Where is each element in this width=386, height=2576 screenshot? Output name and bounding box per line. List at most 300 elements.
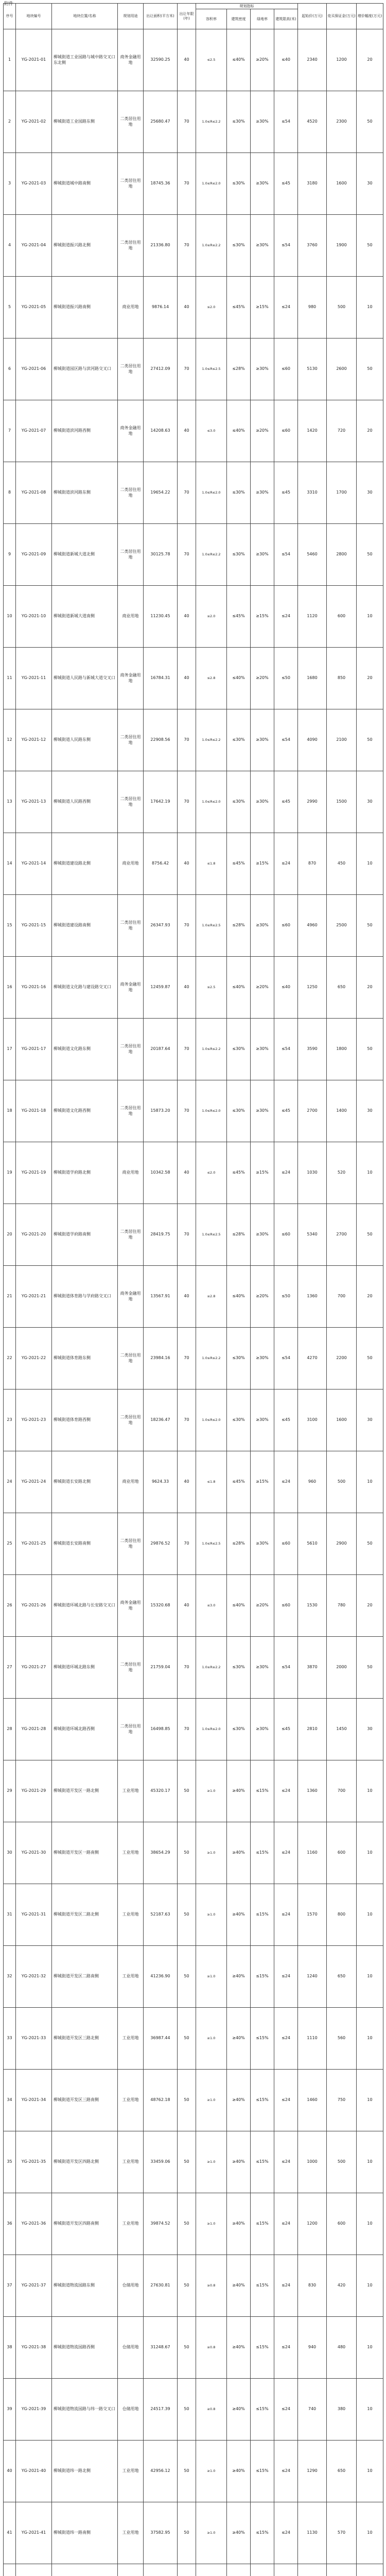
cell-deposit: 780	[327, 1575, 357, 1637]
cell-no: 35	[4, 2131, 16, 2193]
cell-location: 柳城街道工业园路东侧	[52, 91, 118, 153]
table-row	[4, 2070, 383, 2131]
cell-plot-ratio: 1.0≤R≤2.2	[196, 1637, 227, 1699]
cell-height: ≤54	[274, 91, 298, 153]
cell-build-density: ≤30%	[227, 1637, 251, 1699]
cell-area: 45320.17	[144, 1760, 178, 1822]
cell-location: 柳城街道开发区四路北侧	[52, 2131, 118, 2193]
cell-plot-ratio: ≥1.0	[196, 2502, 227, 2564]
header-height: 建筑限高(米)	[274, 9, 298, 29]
cell-build-density: ≤30%	[227, 1699, 251, 1760]
cell-term: 70	[178, 1699, 196, 1760]
cell-no: 33	[4, 2008, 16, 2070]
cell-height: ≤24	[274, 277, 298, 338]
cell-location: 柳城街道环城北路西侧	[52, 1699, 118, 1760]
cell-code: YG-2021-18	[16, 1080, 52, 1142]
cell-area: 33459.06	[144, 2131, 178, 2193]
cell-deposit: 2500	[327, 895, 357, 957]
cell-start-price: 2990	[298, 771, 327, 833]
cell-height: ≤24	[274, 1142, 298, 1204]
cell-location: 柳城街道体育路西侧	[52, 1389, 118, 1451]
cell-area: 9624.33	[144, 1451, 178, 1513]
cell-deposit: 720	[327, 400, 357, 462]
cell-location: 柳城街道体育路与学府路交叉口	[52, 1266, 118, 1328]
cell-area: 24517.39	[144, 2379, 178, 2441]
cell-code: YG-2021-33	[16, 2008, 52, 2070]
table-row	[4, 1637, 383, 1699]
cell-plot-ratio: 1.0≤R≤2.2	[196, 709, 227, 771]
table-row	[4, 91, 383, 153]
cell-term	[178, 2564, 196, 2576]
cell-increment: 10	[357, 2070, 383, 2131]
cell-use: 商务金融用地	[118, 648, 144, 709]
cell-build-density: ≥40%	[227, 1884, 251, 1946]
cell-area: 13567.91	[144, 1266, 178, 1328]
cell-deposit: 1450	[327, 1699, 357, 1760]
header-deposit: 竞买保证金(万元)	[327, 4, 357, 29]
cell-increment: 50	[357, 338, 383, 400]
cell-code: YG-2021-07	[16, 400, 52, 462]
cell-height: ≤24	[274, 833, 298, 895]
cell-increment: 10	[357, 2193, 383, 2255]
cell-green-rate: ≤15%	[251, 1760, 274, 1822]
cell-increment: 30	[357, 1080, 383, 1142]
cell-code: YG-2021-37	[16, 2255, 52, 2317]
cell-height: ≤24	[274, 1946, 298, 2008]
cell-build-density: ≥40%	[227, 1822, 251, 1884]
cell-term: 70	[178, 1328, 196, 1389]
cell-code: YG-2021-24	[16, 1451, 52, 1513]
cell-deposit: 570	[327, 2502, 357, 2564]
cell-green-rate: ≥20%	[251, 29, 274, 91]
cell-term: 50	[178, 1946, 196, 2008]
cell-use: 工业用地	[118, 1760, 144, 1822]
cell-plot-ratio: ≤2.5	[196, 29, 227, 91]
cell-increment: 50	[357, 1637, 383, 1699]
cell-plot-ratio: 1.0≤R≤2.2	[196, 91, 227, 153]
cell-increment: 10	[357, 2008, 383, 2070]
cell-area: 30125.78	[144, 524, 178, 586]
cell-green-rate: ≥20%	[251, 1266, 274, 1328]
cell-height: ≤45	[274, 462, 298, 524]
header-use: 规划用途	[118, 4, 144, 29]
cell-code: YG-2021-04	[16, 215, 52, 277]
cell-area: 14208.63	[144, 400, 178, 462]
cell-deposit	[327, 2564, 357, 2576]
cell-build-density: ≥40%	[227, 2502, 251, 2564]
cell-green-rate: ≤15%	[251, 2379, 274, 2441]
cell-no: 36	[4, 2193, 16, 2255]
cell-use: 商业用地	[118, 1451, 144, 1513]
cell-build-density	[227, 2564, 251, 2576]
cell-increment: 50	[357, 1513, 383, 1575]
cell-use: 商业用地	[118, 1142, 144, 1204]
cell-start-price: 5340	[298, 1204, 327, 1266]
cell-use: 商务金融用地	[118, 29, 144, 91]
cell-term: 40	[178, 1451, 196, 1513]
cell-term: 40	[178, 957, 196, 1019]
cell-start-price: 940	[298, 2317, 327, 2379]
table-row	[4, 1080, 383, 1142]
cell-height: ≤54	[274, 1637, 298, 1699]
header-planning-group: 规划指标	[196, 4, 298, 9]
cell-no: 12	[4, 709, 16, 771]
cell-build-density: ≤45%	[227, 833, 251, 895]
cell-use: 二类居住用地	[118, 1389, 144, 1451]
cell-green-rate: ≥30%	[251, 895, 274, 957]
cell-term: 70	[178, 215, 196, 277]
cell-build-density: ≤45%	[227, 1142, 251, 1204]
table-row	[4, 1513, 383, 1575]
cell-green-rate: ≤15%	[251, 1946, 274, 2008]
cell-increment: 30	[357, 771, 383, 833]
cell-plot-ratio: ≤1.8	[196, 1451, 227, 1513]
cell-increment: 50	[357, 524, 383, 586]
table-row	[4, 1699, 383, 1760]
cell-start-price: 3180	[298, 153, 327, 215]
cell-green-rate: ≤15%	[251, 2193, 274, 2255]
cell-increment: 10	[357, 1760, 383, 1822]
cell-no	[4, 2564, 16, 2576]
cell-use: 二类居住用地	[118, 771, 144, 833]
cell-green-rate: ≤15%	[251, 2502, 274, 2564]
table-row	[4, 462, 383, 524]
cell-green-rate: ≥20%	[251, 1575, 274, 1637]
cell-use: 商务金融用地	[118, 1575, 144, 1637]
cell-height: ≤60	[274, 1575, 298, 1637]
table-row	[4, 895, 383, 957]
cell-height: ≤45	[274, 153, 298, 215]
cell-no: 7	[4, 400, 16, 462]
cell-start-price: 1160	[298, 1822, 327, 1884]
cell-plot-ratio: 1.0≤R≤2.0	[196, 153, 227, 215]
cell-start-price: 1240	[298, 1946, 327, 2008]
cell-term: 50	[178, 1884, 196, 1946]
cell-term: 40	[178, 1266, 196, 1328]
cell-start-price: 830	[298, 2255, 327, 2317]
cell-plot-ratio: ≤2.0	[196, 586, 227, 648]
table-row	[4, 1946, 383, 2008]
table-row	[4, 29, 383, 91]
cell-build-density: ≤30%	[227, 462, 251, 524]
cell-term: 40	[178, 586, 196, 648]
cell-term: 50	[178, 1822, 196, 1884]
cell-build-density: ≤40%	[227, 1266, 251, 1328]
cell-area: 48762.18	[144, 2070, 178, 2131]
cell-use: 仓储用地	[118, 2255, 144, 2317]
cell-use: 二类居住用地	[118, 1513, 144, 1575]
cell-term: 40	[178, 1575, 196, 1637]
cell-green-rate: ≤15%	[251, 2008, 274, 2070]
cell-start-price: 4520	[298, 91, 327, 153]
cell-area: 19654.22	[144, 462, 178, 524]
cell-location: 柳城街道振兴路南侧	[52, 277, 118, 338]
header-green-rate: 绿地率	[251, 9, 274, 29]
cell-height: ≤24	[274, 586, 298, 648]
cell-no: 16	[4, 957, 16, 1019]
cell-area: 27630.81	[144, 2255, 178, 2317]
cell-area: 18236.47	[144, 1389, 178, 1451]
cell-start-price: 3310	[298, 462, 327, 524]
cell-start-price: 740	[298, 2379, 327, 2441]
cell-start-price: 4090	[298, 709, 327, 771]
cell-location: 柳城街道学府路南侧	[52, 1204, 118, 1266]
cell-green-rate: ≥30%	[251, 1080, 274, 1142]
cell-deposit: 450	[327, 833, 357, 895]
cell-build-density: ≥40%	[227, 2070, 251, 2131]
cell-area: 29876.52	[144, 1513, 178, 1575]
table-row	[4, 648, 383, 709]
cell-plot-ratio: ≥1.0	[196, 2131, 227, 2193]
cell-code: YG-2021-26	[16, 1575, 52, 1637]
cell-height: ≤54	[274, 1019, 298, 1080]
cell-build-density: ≤40%	[227, 1575, 251, 1637]
cell-plot-ratio: ≤2.8	[196, 648, 227, 709]
cell-deposit: 380	[327, 2379, 357, 2441]
cell-use: 二类居住用地	[118, 153, 144, 215]
cell-start-price: 3590	[298, 1019, 327, 1080]
cell-no: 26	[4, 1575, 16, 1637]
cell-increment: 10	[357, 2379, 383, 2441]
cell-plot-ratio: ≤3.0	[196, 400, 227, 462]
cell-location: 柳城街道开发区一路北侧	[52, 1760, 118, 1822]
cell-height: ≤60	[274, 1204, 298, 1266]
cell-plot-ratio: ≥0.8	[196, 2379, 227, 2441]
cell-use: 工业用地	[118, 2070, 144, 2131]
cell-code: YG-2021-21	[16, 1266, 52, 1328]
cell-code: YG-2021-19	[16, 1142, 52, 1204]
header-group-row	[4, 4, 383, 9]
table-row	[4, 2008, 383, 2070]
cell-area: 15320.68	[144, 1575, 178, 1637]
cell-increment: 10	[357, 2255, 383, 2317]
cell-plot-ratio: ≥1.0	[196, 1946, 227, 2008]
cell-term: 70	[178, 524, 196, 586]
cell-deposit: 850	[327, 648, 357, 709]
cell-deposit: 600	[327, 2193, 357, 2255]
cell-use: 二类居住用地	[118, 462, 144, 524]
cell-term: 70	[178, 771, 196, 833]
cell-term: 50	[178, 2131, 196, 2193]
cell-code: YG-2021-10	[16, 586, 52, 648]
cell-use: 工业用地	[118, 2441, 144, 2502]
cell-term: 70	[178, 153, 196, 215]
cell-term: 40	[178, 400, 196, 462]
cell-no: 20	[4, 1204, 16, 1266]
cell-green-rate: ≥30%	[251, 1389, 274, 1451]
cell-increment: 10	[357, 1946, 383, 2008]
cell-area	[144, 2564, 178, 2576]
table-row	[4, 1266, 383, 1328]
cell-deposit: 500	[327, 1451, 357, 1513]
table-row	[4, 709, 383, 771]
cell-use: 二类居住用地	[118, 895, 144, 957]
cell-plot-ratio: ≤1.8	[196, 833, 227, 895]
cell-increment: 10	[357, 277, 383, 338]
cell-build-density: ≥40%	[227, 1760, 251, 1822]
cell-code: YG-2021-39	[16, 2379, 52, 2441]
table-row	[4, 2441, 383, 2502]
cell-deposit: 520	[327, 1142, 357, 1204]
cell-green-rate: ≤15%	[251, 2317, 274, 2379]
cell-green-rate: ≥30%	[251, 771, 274, 833]
cell-green-rate: ≤15%	[251, 1822, 274, 1884]
cell-area: 38654.29	[144, 1822, 178, 1884]
cell-height: ≤24	[274, 2441, 298, 2502]
cell-area: 16498.85	[144, 1699, 178, 1760]
cell-plot-ratio: 1.0≤R≤2.2	[196, 1019, 227, 1080]
cell-height: ≤24	[274, 2502, 298, 2564]
cell-build-density: ≤40%	[227, 29, 251, 91]
table-row	[4, 833, 383, 895]
cell-increment: 30	[357, 1699, 383, 1760]
cell-no: 38	[4, 2317, 16, 2379]
cell-code: YG-2021-30	[16, 1822, 52, 1884]
cell-green-rate: ≥30%	[251, 1513, 274, 1575]
cell-green-rate: ≥30%	[251, 1019, 274, 1080]
cell-term: 70	[178, 462, 196, 524]
cell-height: ≤24	[274, 1822, 298, 1884]
cell-green-rate: ≥30%	[251, 462, 274, 524]
cell-deposit: 700	[327, 1266, 357, 1328]
cell-start-price: 1110	[298, 2008, 327, 2070]
cell-build-density: ≤28%	[227, 1513, 251, 1575]
cell-term: 50	[178, 2255, 196, 2317]
cell-start-price: 5460	[298, 524, 327, 586]
cell-plot-ratio: 1.0≤R≤2.2	[196, 215, 227, 277]
cell-code: YG-2021-31	[16, 1884, 52, 1946]
cell-area: 20187.64	[144, 1019, 178, 1080]
cell-area: 27412.09	[144, 338, 178, 400]
cell-no: 21	[4, 1266, 16, 1328]
cell-height: ≤24	[274, 2070, 298, 2131]
cell-code: YG-2021-16	[16, 957, 52, 1019]
cell-code: YG-2021-38	[16, 2317, 52, 2379]
cell-start-price: 960	[298, 1451, 327, 1513]
cell-code: YG-2021-09	[16, 524, 52, 586]
cell-use: 商业用地	[118, 586, 144, 648]
cell-term: 40	[178, 833, 196, 895]
cell-height: ≤24	[274, 1760, 298, 1822]
cell-build-density: ≤28%	[227, 1204, 251, 1266]
cell-deposit: 500	[327, 277, 357, 338]
header-no: 序号	[4, 4, 16, 29]
cell-increment: 30	[357, 462, 383, 524]
cell-no: 13	[4, 771, 16, 833]
cell-term: 50	[178, 2193, 196, 2255]
cell-use: 二类居住用地	[118, 215, 144, 277]
cell-use: 二类居住用地	[118, 524, 144, 586]
cell-deposit: 750	[327, 2070, 357, 2131]
cell-area: 42956.12	[144, 2441, 178, 2502]
cell-area: 39874.52	[144, 2193, 178, 2255]
cell-term: 70	[178, 709, 196, 771]
cell-use: 二类居住用地	[118, 1080, 144, 1142]
cell-location: 柳城街道开发区三路南侧	[52, 2070, 118, 2131]
cell-height: ≤45	[274, 1699, 298, 1760]
cell-start-price: 1570	[298, 1884, 327, 1946]
cell-deposit: 1500	[327, 771, 357, 833]
cell-deposit: 420	[327, 2255, 357, 2317]
header-plot-ratio: 容积率	[196, 9, 227, 29]
cell-no: 40	[4, 2441, 16, 2502]
cell-use: 二类居住用地	[118, 1699, 144, 1760]
cell-no: 32	[4, 1946, 16, 2008]
cell-code: YG-2021-23	[16, 1389, 52, 1451]
cell-deposit: 560	[327, 2008, 357, 2070]
cell-use	[118, 2564, 144, 2576]
cell-deposit: 2700	[327, 1204, 357, 1266]
cell-code: YG-2021-06	[16, 338, 52, 400]
cell-plot-ratio: ≥1.0	[196, 2008, 227, 2070]
cell-use: 工业用地	[118, 1884, 144, 1946]
cell-code: YG-2021-05	[16, 277, 52, 338]
cell-green-rate: ≥30%	[251, 1699, 274, 1760]
cell-deposit: 1200	[327, 29, 357, 91]
cell-area: 16784.31	[144, 648, 178, 709]
cell-plot-ratio: 1.0≤R≤2.5	[196, 1513, 227, 1575]
cell-deposit: 2800	[327, 524, 357, 586]
cell-location: 柳城街道文化路东侧	[52, 1019, 118, 1080]
cell-start-price: 4960	[298, 895, 327, 957]
cell-deposit: 2900	[327, 1513, 357, 1575]
cell-use: 商务金融用地	[118, 400, 144, 462]
cell-height: ≤60	[274, 1513, 298, 1575]
header-increment: 增价幅度(万元)	[357, 4, 383, 29]
cell-build-density: ≤30%	[227, 215, 251, 277]
cell-height: ≤24	[274, 1884, 298, 1946]
cell-deposit: 1400	[327, 1080, 357, 1142]
cell-increment: 20	[357, 648, 383, 709]
cell-location: 柳城街道长安路南侧	[52, 1513, 118, 1575]
cell-green-rate: ≥30%	[251, 524, 274, 586]
attachment-label: 附件	[4, 2, 14, 7]
cell-area: 36987.44	[144, 2008, 178, 2070]
cell-code: YG-2021-20	[16, 1204, 52, 1266]
cell-code: YG-2021-13	[16, 771, 52, 833]
cell-height	[274, 2564, 298, 2576]
cell-code: YG-2021-14	[16, 833, 52, 895]
cell-location: 柳城街道物流园路西侧	[52, 2317, 118, 2379]
cell-use: 工业用地	[118, 2008, 144, 2070]
cell-deposit: 1800	[327, 1019, 357, 1080]
cell-start-price: 1360	[298, 1266, 327, 1328]
cell-code: YG-2021-34	[16, 2070, 52, 2131]
cell-deposit: 1600	[327, 1389, 357, 1451]
cell-increment: 30	[357, 1389, 383, 1451]
cell-no: 8	[4, 462, 16, 524]
cell-build-density: ≤40%	[227, 957, 251, 1019]
cell-deposit: 650	[327, 1946, 357, 2008]
cell-term: 50	[178, 2008, 196, 2070]
cell-height: ≤54	[274, 215, 298, 277]
cell-plot-ratio: ≥1.0	[196, 1884, 227, 1946]
cell-no: 11	[4, 648, 16, 709]
cell-no: 34	[4, 2070, 16, 2131]
cell-green-rate: ≥30%	[251, 1204, 274, 1266]
cell-start-price: 1360	[298, 1760, 327, 1822]
cell-increment: 50	[357, 1328, 383, 1389]
table-row	[4, 586, 383, 648]
cell-use: 商务金融用地	[118, 957, 144, 1019]
table-row	[4, 400, 383, 462]
cell-height: ≤54	[274, 1328, 298, 1389]
header-term: 出让年限(年)	[178, 4, 196, 29]
cell-green-rate: ≥15%	[251, 833, 274, 895]
cell-no: 25	[4, 1513, 16, 1575]
cell-area: 32590.25	[144, 29, 178, 91]
cell-plot-ratio: ≤2.8	[196, 1266, 227, 1328]
